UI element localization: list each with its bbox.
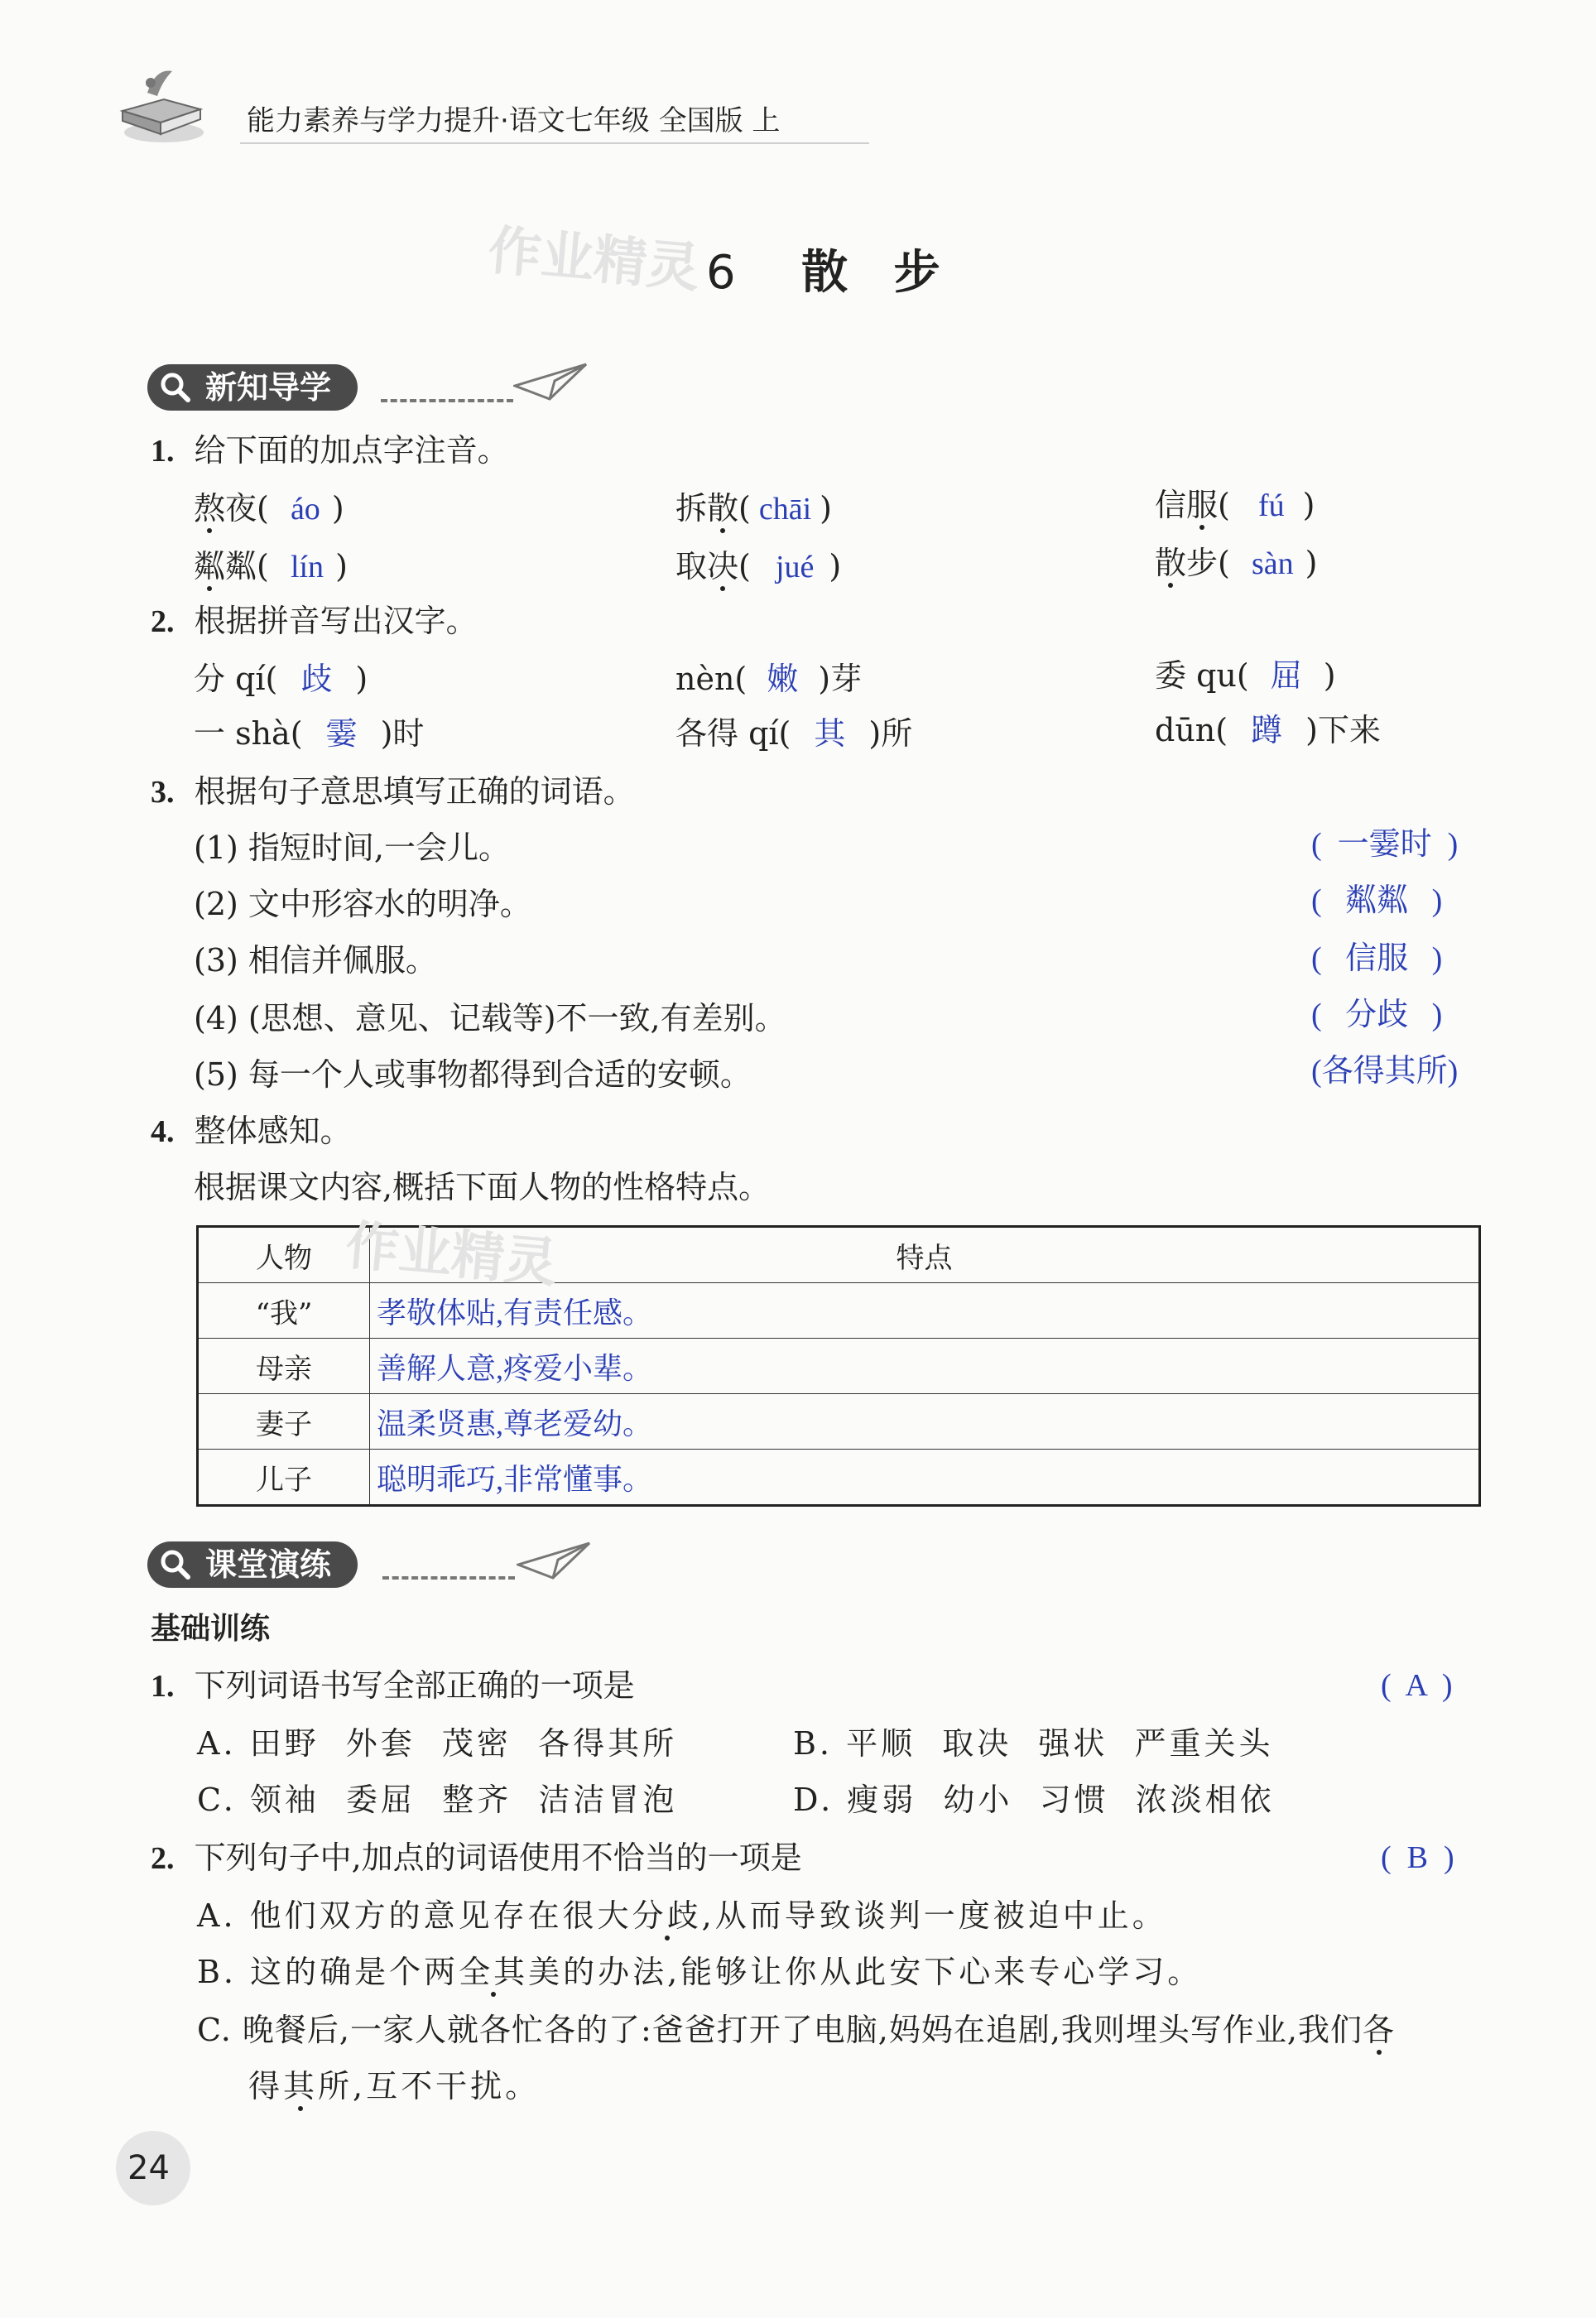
table-row <box>198 1450 1480 1506</box>
q1-item-6 <box>1155 543 1317 584</box>
dotted-phrase: 各 <box>1363 2012 1396 2048</box>
table-cell-trait: 聪明乖巧,非常懂事。 <box>370 1450 1480 1506</box>
q3-answer-1: ( 一霎时 ) <box>1311 827 1459 862</box>
p1-prompt <box>151 1666 635 1706</box>
q1-item-close: ) <box>335 548 348 584</box>
q1-item-pre: 拆 <box>675 490 708 527</box>
q2-item-pre: 一 shà( <box>194 715 303 752</box>
magnifier-icon <box>159 1548 192 1581</box>
q2-number: 2. <box>151 604 175 639</box>
basic-training-heading: 基础训练 <box>151 1612 271 1646</box>
q2-prompt <box>151 601 478 642</box>
q1-item-pre: 取 <box>675 548 708 584</box>
table-cell-person: “我” <box>198 1283 370 1339</box>
q3-item-2: (2) 文中形容水的明净。 <box>194 886 531 922</box>
page-number: 24 <box>127 2149 170 2187</box>
q2-item-pre: 分 qí( <box>194 661 278 697</box>
p1-text: 下列词语书写全部正确的一项是 <box>194 1667 635 1704</box>
table-row <box>198 1283 1480 1339</box>
dotted-phrase: 得其所 <box>248 2068 353 2104</box>
q2-answer-5: 其 <box>814 717 846 752</box>
q2-item-pre: 委 qu( <box>1155 657 1249 694</box>
q3-number: 3. <box>151 775 175 810</box>
p1-answer: ( A ) <box>1381 1668 1453 1703</box>
table-cell-person: 儿子 <box>198 1450 370 1506</box>
dotted-phrase: 两全其美 <box>424 1954 564 1990</box>
q1-item-close: ) <box>331 490 344 527</box>
q1-answer-6: sàn <box>1251 546 1294 581</box>
q2-text: 根据拼音写出汉字。 <box>194 603 478 639</box>
table-cell-trait: 温柔贤惠,尊老爱幼。 <box>370 1394 1480 1450</box>
p2-option-c-line1 <box>197 2010 1395 2050</box>
p2-text: 下列句子中,加点的词语使用不恰当的一项是 <box>194 1839 802 1876</box>
table-cell-trait: 善解人意,疼爱小辈。 <box>370 1339 1480 1394</box>
q2-item-post: )芽 <box>818 661 863 697</box>
q1-answer-2: chāi <box>758 492 812 527</box>
q3-item-5: (5) 每一个人或事物都得到合适的安顿。 <box>194 1056 752 1093</box>
q2-item-post: ) <box>1323 657 1336 694</box>
option-text: C. 晚餐后,一家人就各忙各的了:爸爸打开了电脑,妈妈在追剧,我则埋头写作业,我们 <box>197 2012 1363 2048</box>
q1-item-pre: 信 <box>1155 487 1187 523</box>
q2-item-post: )下来 <box>1305 712 1381 748</box>
p2-number: 2. <box>151 1841 175 1876</box>
table-cell-trait: 孝敬体贴,有责任感。 <box>370 1283 1480 1339</box>
q1-answer-1: áo <box>290 492 320 527</box>
table-row <box>198 1339 1480 1394</box>
q3-answer-4: ( 分歧 ) <box>1311 998 1443 1032</box>
magnifier-icon <box>159 371 192 404</box>
q1-item-dotted: 熬 <box>194 490 226 527</box>
badge-tail <box>382 1576 515 1583</box>
q2-item-2 <box>675 659 862 700</box>
paper-plane-icon <box>517 1540 591 1581</box>
q1-number: 1. <box>151 434 175 469</box>
q1-answer-3: fú <box>1257 488 1285 523</box>
q1-item-post: 粼( <box>225 548 269 584</box>
p1-number: 1. <box>151 1669 175 1704</box>
q1-item-post: ( <box>738 548 751 584</box>
section-badge-new-knowledge <box>147 364 358 411</box>
q2-item-3 <box>1155 656 1336 696</box>
p1-option-b: B. 平顺 取决 强状 严重关头 <box>793 1725 1274 1762</box>
book-stack-icon <box>114 60 205 151</box>
q1-item-dotted: 散 <box>707 490 739 527</box>
option-text: A. 他们双方的意见存在很大 <box>197 1897 632 1934</box>
q2-item-5 <box>675 714 912 754</box>
q4-number: 4. <box>151 1114 175 1149</box>
q4-prompt <box>151 1111 352 1152</box>
q2-answer-4: 霎 <box>325 717 358 752</box>
q3-answer-2: ( 粼粼 ) <box>1311 883 1443 918</box>
watermark-table: 作业精灵 <box>343 1214 560 1295</box>
q2-item-pre: 各得 qí( <box>675 715 791 752</box>
q2-item-pre: nèn( <box>675 661 748 697</box>
p1-option-c: C. 领袖 委屈 整齐 洁洁冒泡 <box>197 1782 678 1818</box>
q3-prompt <box>151 772 635 812</box>
q1-item-1 <box>194 488 344 529</box>
q2-answer-2: 嫩 <box>767 662 799 697</box>
header-divider <box>240 142 869 144</box>
q1-prompt <box>151 430 509 471</box>
watermark-top: 作业精灵 <box>485 219 703 300</box>
p2-answer: ( B ) <box>1381 1840 1454 1875</box>
q1-item-2 <box>675 488 832 529</box>
q3-text: 根据句子意思填写正确的词语。 <box>194 773 635 810</box>
option-text: 的办法,能够让你从此安下心来专心学习。 <box>563 1954 1203 1990</box>
p2-option-c-line2 <box>248 2066 540 2106</box>
paper-plane-icon <box>513 361 588 402</box>
q1-item-dotted: 散 <box>1155 545 1187 581</box>
option-text: B. 这的确是个 <box>197 1954 425 1990</box>
p1-option-d: D. 瘦弱 幼小 习惯 浓淡相依 <box>793 1782 1275 1818</box>
q1-item-5 <box>675 546 841 587</box>
q1-item-post: 夜( <box>225 490 269 527</box>
lesson-number: 6 <box>706 246 751 300</box>
section-title: 课堂演练 <box>205 1546 332 1583</box>
p2-prompt <box>151 1838 802 1878</box>
badge-tail <box>381 399 513 406</box>
lesson-name: 散 步 <box>801 246 955 300</box>
q2-item-post: )时 <box>380 715 425 752</box>
section-badge-class-practice <box>147 1541 358 1588</box>
section-title: 新知导学 <box>205 369 332 406</box>
q2-item-post: )所 <box>868 715 913 752</box>
q1-item-close: ) <box>820 490 832 527</box>
table-cell-person: 妻子 <box>198 1394 370 1450</box>
q3-answer-5: (各得其所) <box>1311 1054 1459 1089</box>
q2-item-pre: dūn( <box>1155 712 1228 748</box>
q1-answer-5: jué <box>775 550 815 584</box>
q4-text: 整体感知。 <box>194 1113 352 1149</box>
dotted-phrase: 分歧 <box>632 1897 702 1934</box>
lesson-title <box>706 236 955 302</box>
header-logo <box>114 60 205 151</box>
p1-option-a: A. 田野 外套 茂密 各得其所 <box>197 1725 678 1762</box>
q1-item-dotted: 粼 <box>194 548 226 584</box>
q2-answer-3: 屈 <box>1270 659 1302 694</box>
table-header-trait: 特点 <box>370 1227 1480 1283</box>
q4-sub-prompt: 根据课文内容,概括下面人物的性格特点。 <box>194 1169 771 1205</box>
q3-item-4: (4) (思想、意见、记载等)不一致,有差别。 <box>194 1000 786 1036</box>
q1-item-4 <box>194 546 348 587</box>
q1-item-close: ) <box>1302 487 1315 523</box>
p2-option-b <box>197 1952 1202 1992</box>
q3-item-3: (3) 相信并佩服。 <box>194 942 437 979</box>
q1-item-post: ( <box>738 490 751 527</box>
q1-item-dotted: 决 <box>707 548 739 584</box>
q1-item-post: ( <box>1218 487 1230 523</box>
option-text: ,互不干扰。 <box>353 2068 541 2104</box>
option-text: ,从而导致谈判一度被迫中止。 <box>701 1897 1167 1934</box>
q1-item-close: ) <box>1305 545 1318 581</box>
q2-answer-6: 蹲 <box>1251 714 1283 748</box>
header-title: 能力素养与学力提升·语文七年级 全国版 上 <box>247 104 781 137</box>
q2-item-1 <box>194 659 368 700</box>
table-cell-person: 母亲 <box>198 1339 370 1394</box>
q2-item-6 <box>1155 710 1381 751</box>
q1-item-dotted: 服 <box>1186 487 1219 523</box>
table-row <box>198 1394 1480 1450</box>
p2-option-a <box>197 1896 1167 1936</box>
q3-item-1: (1) 指短时间,一会儿。 <box>194 830 510 866</box>
q2-item-post: ) <box>355 661 368 697</box>
q2-answer-1: 歧 <box>300 662 333 697</box>
q1-item-close: ) <box>829 548 842 584</box>
q1-item-post: 步( <box>1186 545 1230 581</box>
q1-item-3 <box>1155 485 1315 526</box>
q1-text: 给下面的加点字注音。 <box>194 432 509 469</box>
q2-item-4 <box>194 714 424 754</box>
q3-answer-3: ( 信服 ) <box>1311 941 1443 976</box>
q1-answer-4: lín <box>290 550 324 584</box>
table-header-person: 人物 <box>198 1227 370 1283</box>
